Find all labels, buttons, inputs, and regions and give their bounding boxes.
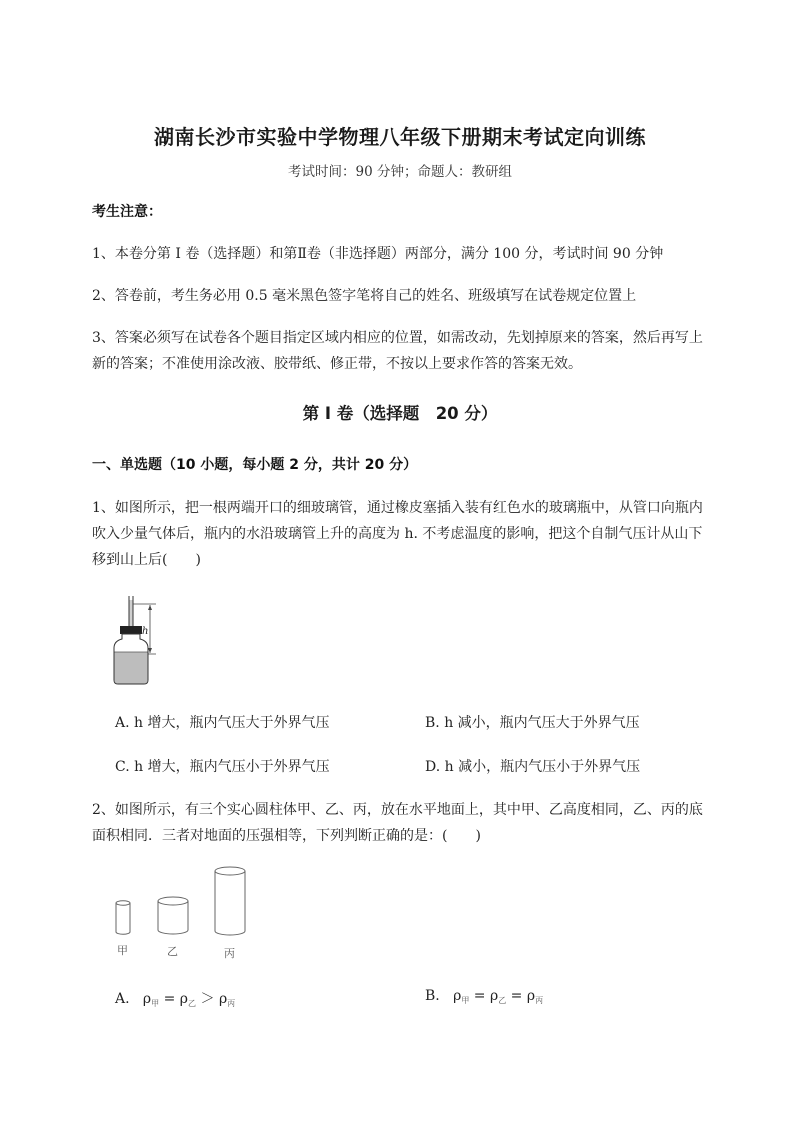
rho-symbol: ρ — [179, 991, 189, 1007]
rho-symbol: ρ — [218, 991, 228, 1007]
exam-info: 考试时间：90 分钟；命题人：教研组 — [288, 164, 512, 180]
notice-item-3: 3、答案必须写在试卷各个题目指定区域内相应的位置，如需改动，先划掉原来的答案，然后再写上新的答案；不准使用涂改液、胶带纸、修正带，不按以上要求作答的答案无效。 — [92, 330, 703, 372]
operator: ＞ — [200, 991, 215, 1007]
subscript-bing: 丙 — [535, 996, 544, 1005]
option-prefix: A. — [115, 991, 130, 1007]
rho-symbol: ρ — [453, 988, 462, 1004]
page-title: 湖南长沙市实验中学物理八年级下册期末考试定向训练 — [154, 125, 646, 149]
question-2-option-b[interactable] — [425, 988, 543, 1006]
cylinder-label-yi: 乙 — [167, 945, 178, 958]
cylinders-figure — [108, 862, 258, 964]
barometer-figure — [104, 596, 170, 688]
question-1-option-a[interactable]: A. h 增大，瓶内气压大于外界气压 — [115, 715, 330, 731]
operator: = — [473, 988, 486, 1004]
section-title: 第 I 卷（选择题 20 分） — [302, 404, 498, 423]
question-2-option-a[interactable] — [115, 988, 235, 1009]
part-heading: 一、单选题（10 小题，每小题 2 分，共计 20 分） — [92, 457, 418, 473]
question-1-option-b[interactable]: B. h 减小，瓶内气压大于外界气压 — [425, 715, 640, 731]
operator: = — [510, 988, 523, 1004]
height-label: h — [142, 626, 149, 637]
cylinder-label-bing: 丙 — [224, 947, 235, 960]
question-1-option-c[interactable]: C. h 增大，瓶内气压小于外界气压 — [115, 759, 330, 775]
notice-heading: 考生注意： — [92, 204, 162, 220]
rho-symbol: ρ — [489, 988, 499, 1004]
subscript-jia: 甲 — [461, 996, 470, 1005]
question-1-option-d[interactable]: D. h 减小，瓶内气压小于外界气压 — [425, 759, 641, 775]
subscript-bing: 丙 — [227, 999, 236, 1008]
rho-symbol: ρ — [526, 988, 536, 1004]
rho-symbol: ρ — [142, 991, 152, 1007]
cylinder-label-jia: 甲 — [117, 944, 128, 957]
subscript-yi: 乙 — [188, 999, 197, 1008]
notice-item-1: 1、本卷分第 I 卷（选择题）和第Ⅱ卷（非选择题）两部分，满分 100 分，考试时间 90 分钟 — [92, 246, 664, 262]
option-prefix: B. — [425, 988, 440, 1004]
subscript-yi: 乙 — [498, 996, 507, 1005]
notice-item-2: 2、答卷前，考生务必用 0.5 毫米黑色签字笔将自己的姓名、班级填写在试卷规定位置上 — [92, 288, 637, 304]
operator: = — [163, 991, 176, 1007]
question-1-stem: 1、如图所示，把一根两端开口的细玻璃管，通过橡皮塞插入装有红色水的玻璃瓶中，从管口向瓶内吹入少量气体后，瓶内的水沿玻璃管上升的高度为 h. 不考虑温度的影响，把这个自制气压计从山下移到山上后( ) — [92, 500, 703, 568]
question-2-stem: 2、如图所示，有三个实心圆柱体甲、乙、丙，放在水平地面上，其中甲、乙高度相同，乙、丙的底面积相同．三者对地面的压强相等，下列判断正确的是：( ) — [92, 802, 703, 844]
subscript-jia: 甲 — [151, 999, 160, 1008]
